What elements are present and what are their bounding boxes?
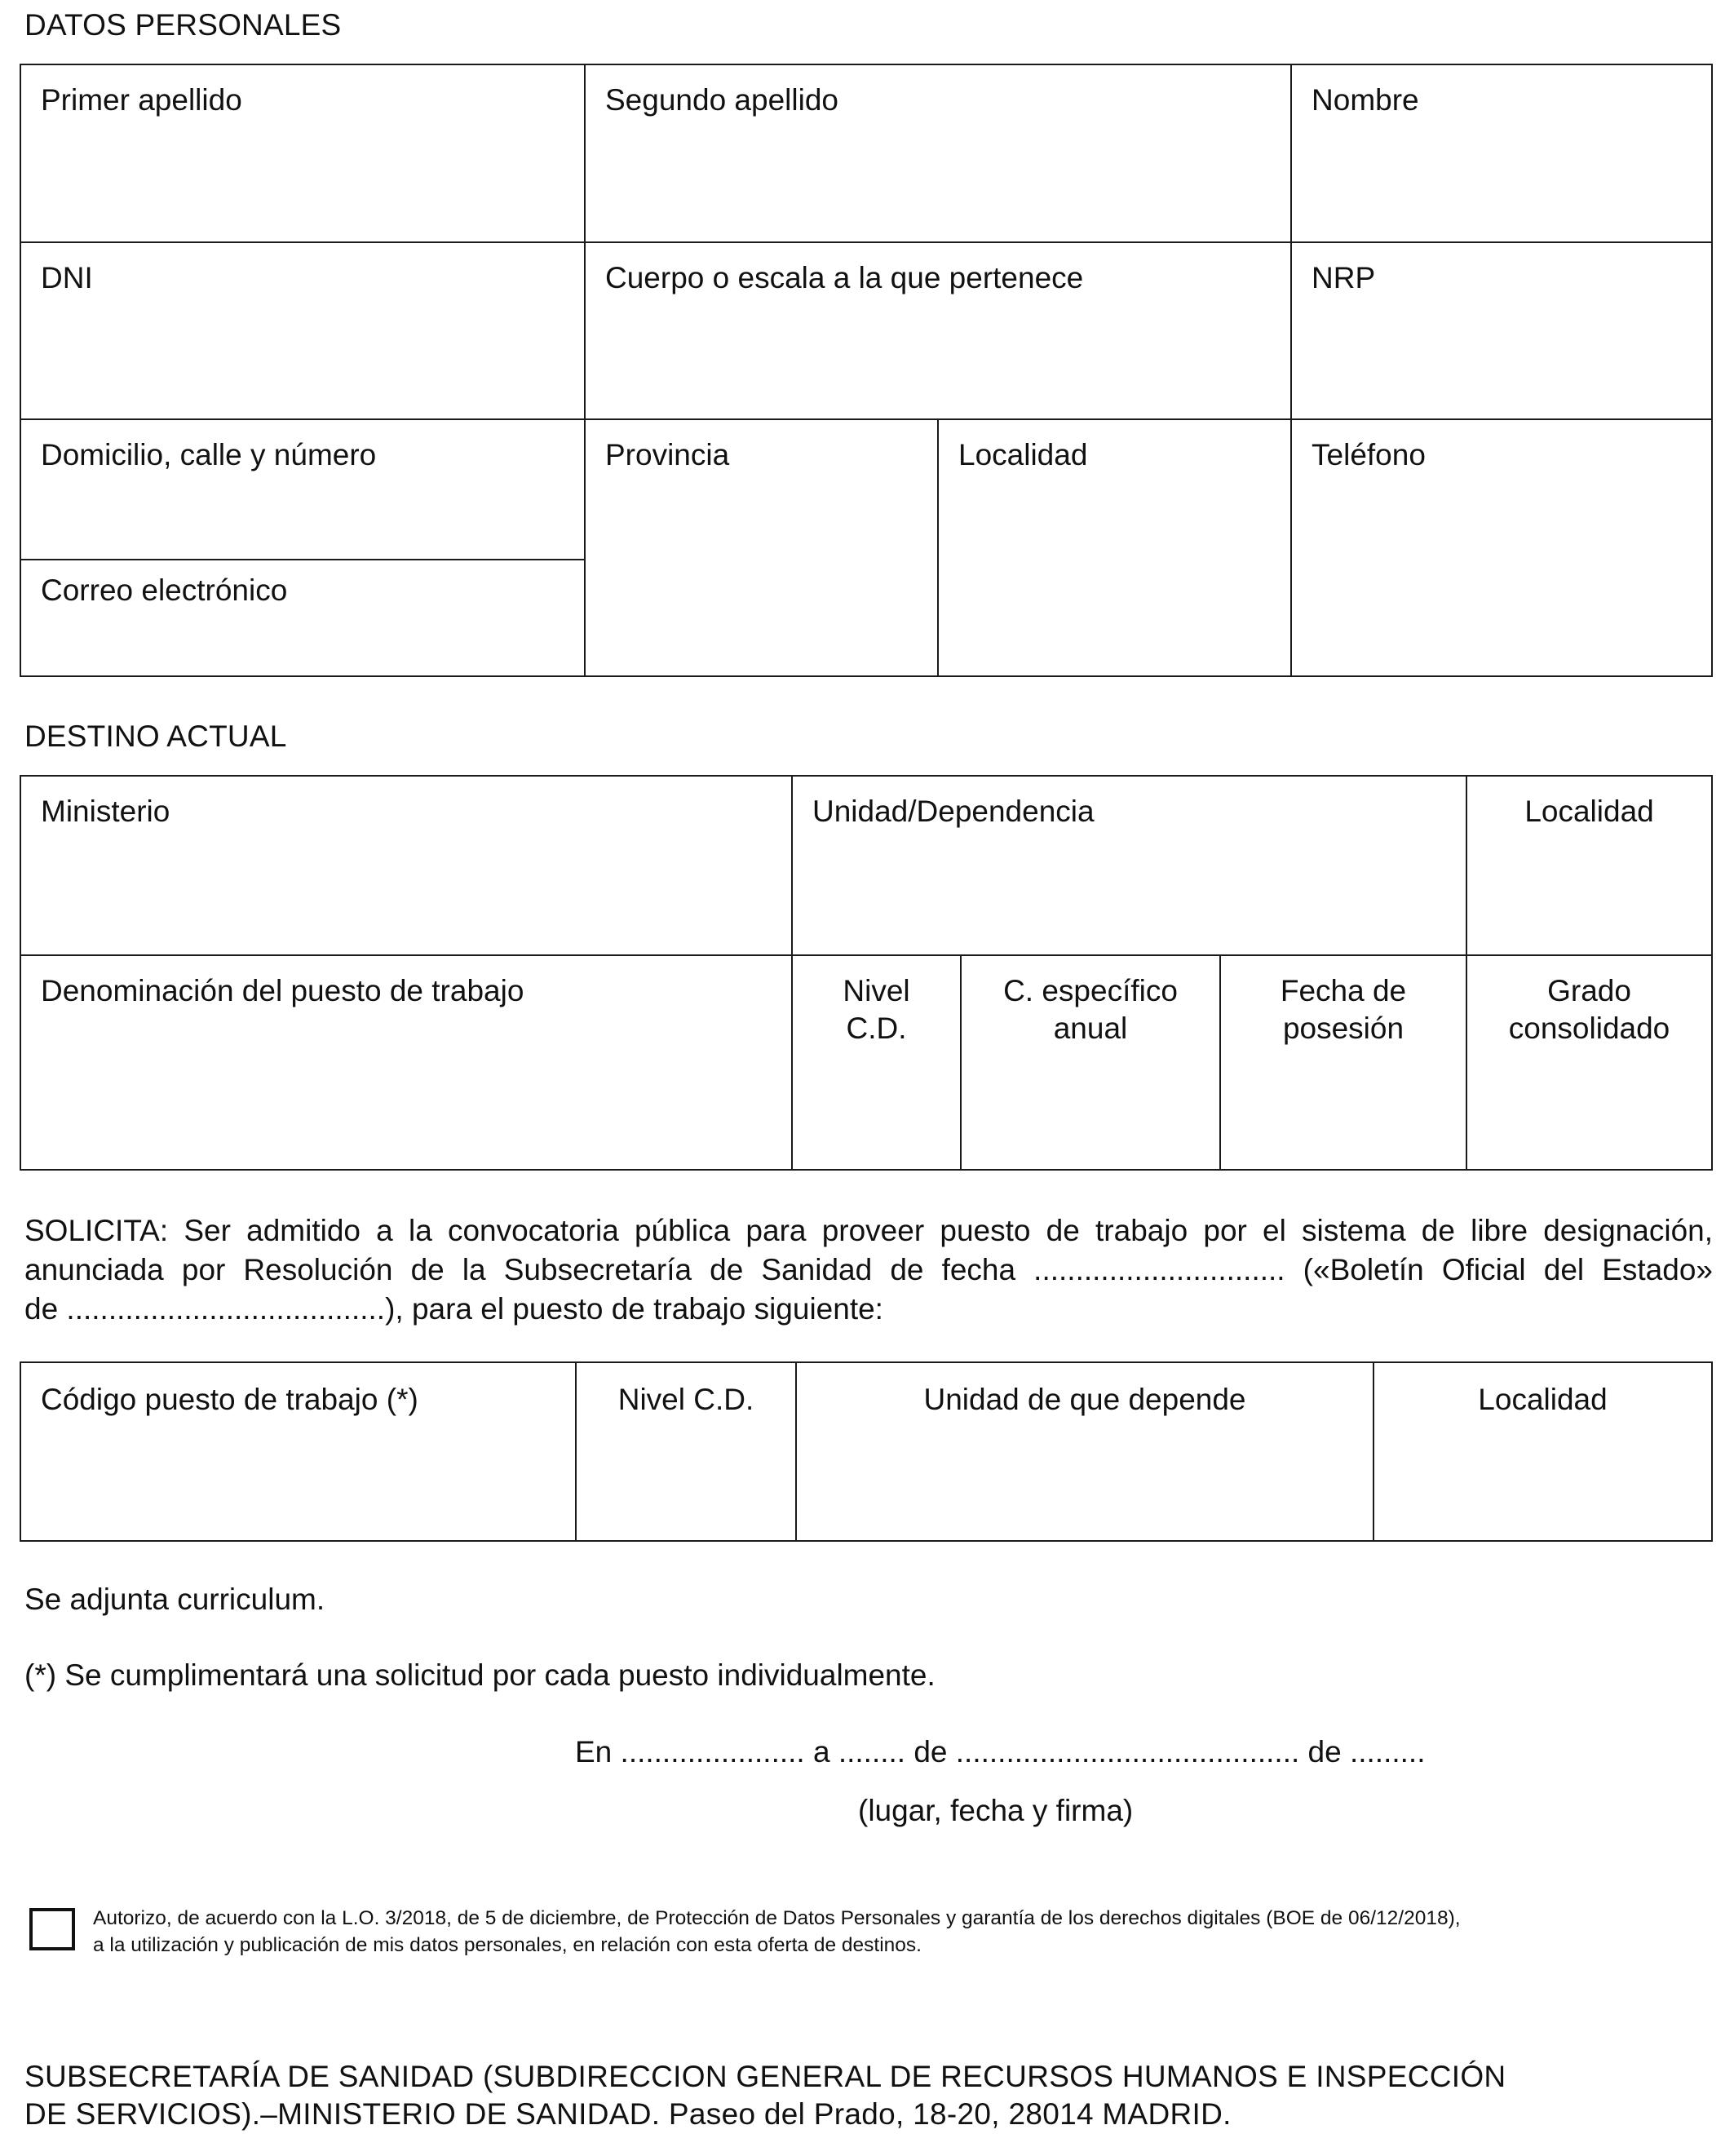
ministerio-label: Ministerio xyxy=(41,795,170,828)
puesto-solicitado-table xyxy=(20,1361,1713,1542)
solicitado-localidad-field[interactable] xyxy=(1373,1362,1712,1541)
cuerpo-field[interactable] xyxy=(585,242,1291,419)
fecha-posesion-label-line2: posesión xyxy=(1282,1012,1404,1045)
authorization-checkbox[interactable] xyxy=(29,1908,75,1950)
curriculum-note: Se adjunta curriculum. xyxy=(24,1583,325,1616)
telefono-field[interactable] xyxy=(1291,419,1712,676)
destino-actual-heading: DESTINO ACTUAL xyxy=(24,719,287,753)
authorization-line-1: Autorizo, de acuerdo con la L.O. 3/2018, de 5 de diciembre, de Protección de Datos Personales y garantía de los derechos digitales (BOE de 06/12/2018), xyxy=(93,1907,1461,1929)
codigo-puesto-field[interactable] xyxy=(20,1362,576,1541)
grado-label-line2: consolidado xyxy=(1508,1012,1670,1045)
grado-consolidado-field[interactable] xyxy=(1466,955,1712,1170)
solicita-paragraph xyxy=(24,1211,1713,1329)
segundo-apellido-field[interactable] xyxy=(585,64,1291,242)
domicilio-field[interactable] xyxy=(20,419,585,560)
unidad-depende-field[interactable] xyxy=(796,1362,1373,1541)
domicilio-label: Domicilio, calle y número xyxy=(41,438,377,471)
correo-field[interactable] xyxy=(20,560,585,676)
nivel-label-line2: C.D. xyxy=(846,1012,907,1045)
nombre-field[interactable] xyxy=(1291,64,1712,242)
localidad-field[interactable] xyxy=(938,419,1291,676)
codigo-puesto-label: Código puesto de trabajo (*) xyxy=(41,1383,418,1416)
datos-personales-heading: DATOS PERSONALES xyxy=(24,8,342,42)
dni-field[interactable] xyxy=(20,242,585,419)
telefono-label: Teléfono xyxy=(1312,438,1426,471)
destino-localidad-field[interactable] xyxy=(1466,776,1712,955)
solicita-line-1: SOLICITA: Ser admitido a la convocatoria pública para proveer puesto de trabajo por el sistema de libre designación, xyxy=(24,1214,1713,1247)
destino-actual-table xyxy=(20,775,1713,1171)
provincia-field[interactable] xyxy=(585,419,938,676)
nrp-field[interactable] xyxy=(1291,242,1712,419)
unidad-depende-label: Unidad de que depende xyxy=(923,1383,1246,1416)
correo-label: Correo electrónico xyxy=(41,573,288,607)
denominacion-field[interactable] xyxy=(20,955,792,1170)
denominacion-label: Denominación del puesto de trabajo xyxy=(41,974,524,1007)
solicita-line-3: de ......................................), para el puesto de trabajo siguiente: xyxy=(24,1292,883,1326)
ministerio-field[interactable] xyxy=(20,776,792,955)
signature-caption: (lugar, fecha y firma) xyxy=(858,1794,1134,1827)
segundo-apellido-label: Segundo apellido xyxy=(605,83,838,117)
unidad-dependencia-field[interactable] xyxy=(792,776,1466,955)
provincia-label: Provincia xyxy=(605,438,730,471)
footer-line-2: DE SERVICIOS).–MINISTERIO DE SANIDAD. Paseo del Prado, 18-20, 28014 MADRID. xyxy=(24,2097,1232,2131)
asterisk-note: (*) Se cumplimentará una solicitud por cada puesto individualmente. xyxy=(24,1658,936,1692)
date-place-line[interactable]: En ...................... a ........ de ......................................... de ......... xyxy=(575,1735,1426,1769)
authorization-line-2: a la utilización y publicación de mis datos personales, en relación con esta oferta de destinos. xyxy=(93,1934,922,1956)
unidad-dependencia-label: Unidad/Dependencia xyxy=(812,795,1095,828)
c-especifico-label-line2: anual xyxy=(1053,1012,1128,1045)
cuerpo-label: Cuerpo o escala a la que pertenece xyxy=(605,261,1084,294)
solicitado-nivel-field[interactable] xyxy=(576,1362,796,1541)
dni-label: DNI xyxy=(41,261,93,294)
c-especifico-field[interactable] xyxy=(961,955,1220,1170)
nombre-label: Nombre xyxy=(1312,83,1419,117)
nivel-cd-field[interactable] xyxy=(792,955,961,1170)
solicitado-nivel-label: Nivel C.D. xyxy=(617,1383,754,1416)
authorization-text xyxy=(93,1905,1461,1959)
localidad-label: Localidad xyxy=(958,438,1088,471)
destino-localidad-label: Localidad xyxy=(1524,795,1654,828)
primer-apellido-label: Primer apellido xyxy=(41,83,242,117)
nrp-label: NRP xyxy=(1312,261,1376,294)
grado-label-line1: Grado xyxy=(1547,974,1631,1007)
fecha-posesion-field[interactable] xyxy=(1220,955,1466,1170)
footer-line-1: SUBSECRETARÍA DE SANIDAD (SUBDIRECCION GENERAL DE RECURSOS HUMANOS E INSPECCIÓN xyxy=(24,2060,1506,2093)
c-especifico-label-line1: C. específico xyxy=(1003,974,1178,1007)
fecha-posesion-label-line1: Fecha de xyxy=(1280,974,1407,1007)
primer-apellido-field[interactable] xyxy=(20,64,585,242)
solicita-line-2: anunciada por Resolución de la Subsecretaría de Sanidad de fecha .............................. («Boletín Oficial del Estado» xyxy=(24,1253,1713,1286)
solicitado-localidad-label: Localidad xyxy=(1478,1383,1608,1416)
datos-personales-table xyxy=(20,64,1713,677)
footer-address xyxy=(24,2058,1506,2133)
nivel-label-line1: Nivel xyxy=(843,974,910,1007)
